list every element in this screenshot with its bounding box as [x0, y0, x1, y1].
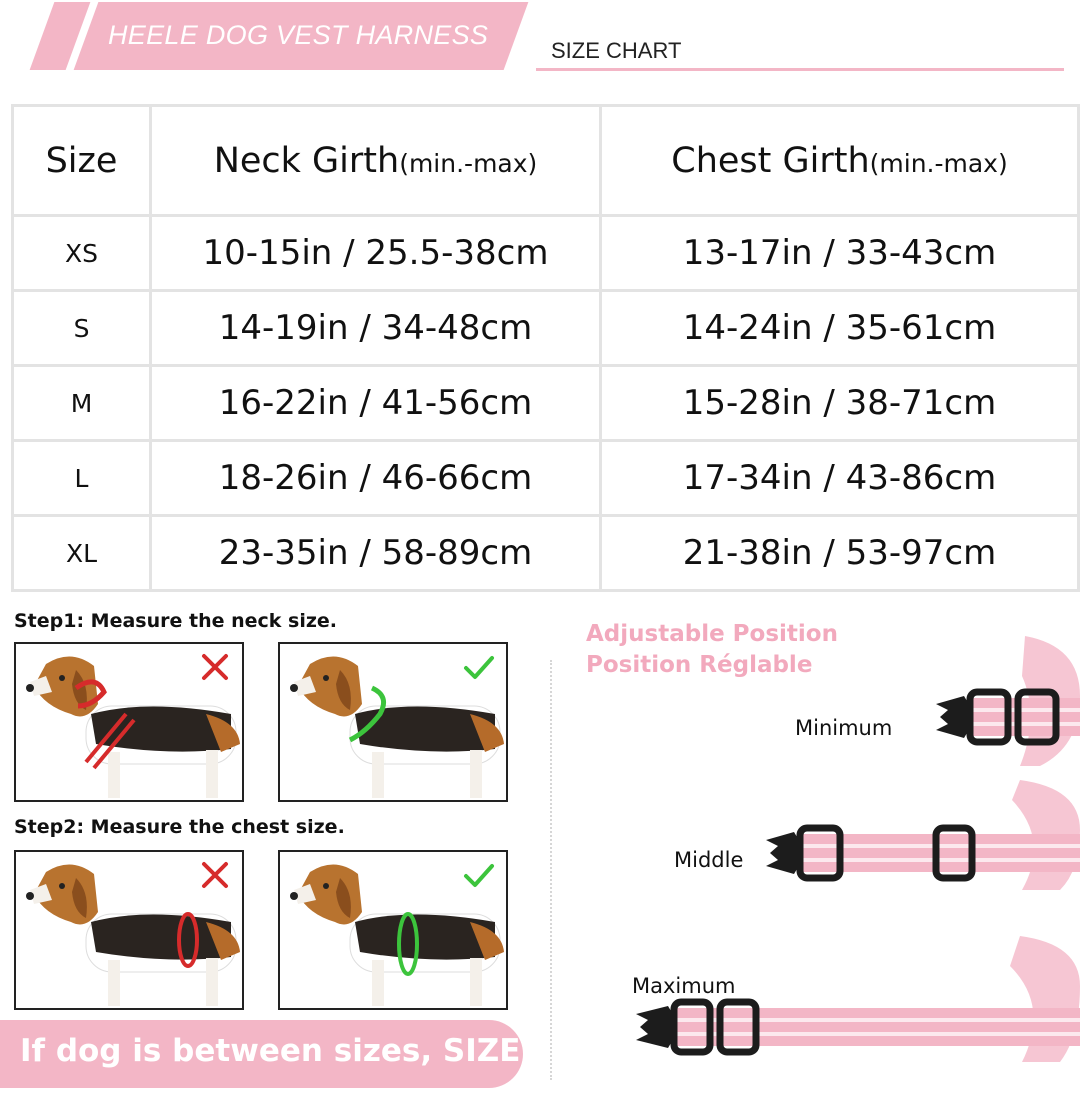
- header-underline: [536, 68, 1064, 71]
- neck-cell: 16-22in / 41-56cm: [151, 366, 601, 441]
- correct-check-icon: [462, 858, 496, 892]
- wrong-x-icon: [198, 650, 232, 684]
- page-title: HEELE DOG VEST HARNESS: [108, 20, 489, 50]
- table-row: [13, 291, 1079, 366]
- neck-cell: 23-35in / 58-89cm: [151, 516, 601, 591]
- strap-maximum-image: [630, 936, 1080, 1062]
- position-minimum-label: Minimum: [795, 716, 893, 740]
- chest-cell: 13-17in / 33-43cm: [601, 216, 1079, 291]
- strap-middle-image: [760, 780, 1080, 890]
- neck-cell: 10-15in / 25.5-38cm: [151, 216, 601, 291]
- neck-cell: 14-19in / 34-48cm: [151, 291, 601, 366]
- size-cell: L: [13, 441, 151, 516]
- position-middle-label: Middle: [674, 848, 744, 872]
- table-row: [13, 441, 1079, 516]
- size-chart-table: [11, 104, 1080, 592]
- dotted-divider: [550, 660, 552, 1080]
- chest-cell: 21-38in / 53-97cm: [601, 516, 1079, 591]
- chest-cell: 17-34in / 43-86cm: [601, 441, 1079, 516]
- adjustable-title-fr: Position Réglable: [586, 652, 813, 678]
- header-chest-girth: Chest Girth(min.-max): [601, 106, 1079, 216]
- step1-wrong-photo: [14, 642, 244, 802]
- size-cell: S: [13, 291, 151, 366]
- size-cell: XS: [13, 216, 151, 291]
- table-row: [13, 216, 1079, 291]
- chest-cell: 14-24in / 35-61cm: [601, 291, 1079, 366]
- table-header-row: [13, 106, 1079, 216]
- wrong-x-icon: [198, 858, 232, 892]
- chest-cell: 15-28in / 38-71cm: [601, 366, 1079, 441]
- header-neck-girth: Neck Girth(min.-max): [151, 106, 601, 216]
- step2-label: Step2: Measure the chest size.: [14, 816, 345, 838]
- neck-cell: 18-26in / 46-66cm: [151, 441, 601, 516]
- strap-minimum-image: [930, 636, 1080, 766]
- step1-label: Step1: Measure the neck size.: [14, 610, 338, 632]
- correct-check-icon: [462, 650, 496, 684]
- size-up-text: If dog is between sizes, SIZE UP: [20, 1033, 580, 1069]
- size-cell: M: [13, 366, 151, 441]
- step2-wrong-photo: [14, 850, 244, 1010]
- position-maximum-label: Maximum: [632, 974, 736, 998]
- step2-right-photo: [278, 850, 508, 1010]
- size-cell: XL: [13, 516, 151, 591]
- table-row: [13, 366, 1079, 441]
- header-size: Size: [13, 106, 151, 216]
- table-row: [13, 516, 1079, 591]
- step1-right-photo: [278, 642, 508, 802]
- adjustable-title-en: Adjustable Position: [586, 621, 838, 647]
- page-subtitle: SIZE CHART: [551, 38, 682, 63]
